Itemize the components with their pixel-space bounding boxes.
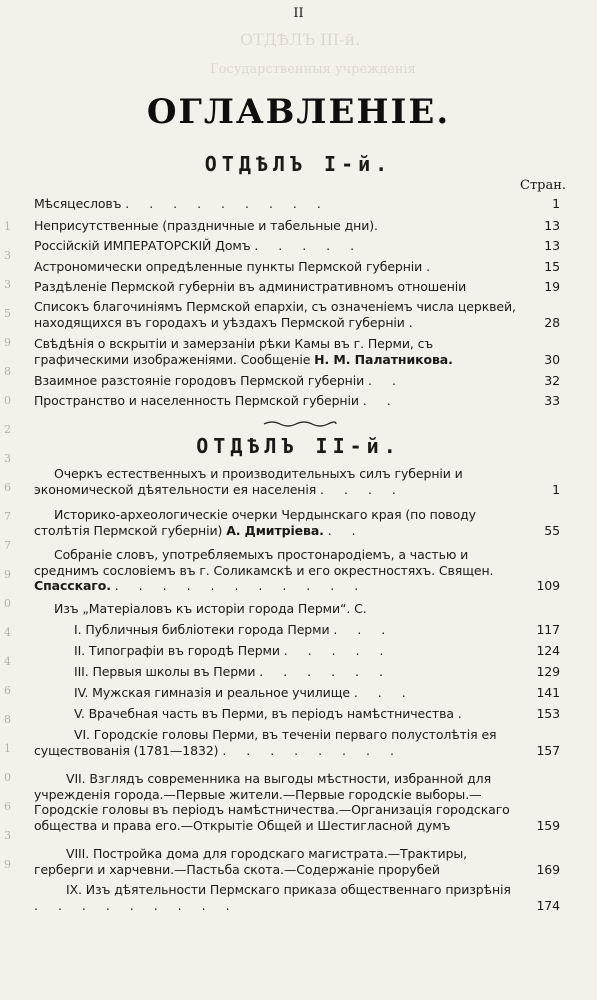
- margin-bleed-number: 6: [4, 684, 11, 697]
- margin-bleed-number: 3: [4, 278, 11, 291]
- toc-entry: II. Типографіи въ городѣ Перми . . . . . 124: [74, 643, 560, 658]
- margin-bleed-number: 8: [4, 713, 11, 726]
- left-margin-bleed-numbers: [0, 220, 30, 920]
- toc-entry: III. Первыя школы въ Перми . . . . . . 129: [74, 664, 560, 679]
- section-heading-1: ОТДѢЛЪ I-й.: [204, 152, 393, 176]
- section-divider-ornament: [262, 420, 338, 428]
- toc-entry: VIII. Постройка дома для городскаго магистрата.—Трактиры, герберги и харчевни.—Пастьба скота.—Содержаніе прорубей 169: [34, 846, 560, 877]
- toc-entry: IX. Изъ дѣятельности Пермскаго приказа общественнаго призрѣнія . . . . . . . . . 174: [34, 882, 560, 913]
- margin-bleed-number: 9: [4, 568, 11, 581]
- margin-bleed-number: 6: [4, 800, 11, 813]
- toc-entry: Историко-археологическіе очерки Чердынскаго края (по поводу столѣтія Пермской губерніи) А. Дмитріева. . . 55: [34, 507, 560, 538]
- toc-entry: Очеркъ естественныхъ и производительныхъ силъ губерніи и экономической дѣятельности ея населенія . . . . 1: [34, 466, 560, 497]
- margin-bleed-number: 7: [4, 539, 11, 552]
- toc-entry: Раздѣленіе Пермской губерніи въ административномъ отношеніи 19: [34, 279, 560, 294]
- margin-bleed-number: 3: [4, 249, 11, 262]
- page-number: II: [293, 6, 304, 21]
- margin-bleed-number: 4: [4, 626, 11, 639]
- toc-entry: V. Врачебная часть въ Перми, въ періодъ намѣстничества . 153: [74, 706, 560, 721]
- toc-entry: Взаимное разстояніе городовъ Пермской губерніи . . 32: [34, 373, 560, 388]
- margin-bleed-number: 0: [4, 394, 11, 407]
- bleed-through-heading: ОТДѢЛЪ III-й.: [240, 30, 361, 49]
- margin-bleed-number: 2: [4, 423, 11, 436]
- margin-bleed-number: 4: [4, 655, 11, 668]
- toc-entry: VII. Взглядъ современника на выгоды мѣстности, избранной для учрежденія города.—Первые жители.—Первые городскіе выборы.—Городскіе головы въ періодъ намѣстничества.—Организація городскаго общества и права его.—Открытіе Общей и Шестигласной думъ 159: [34, 771, 560, 833]
- margin-bleed-number: 8: [4, 365, 11, 378]
- margin-bleed-number: 1: [4, 220, 11, 233]
- toc-entry: Мѣсяцесловъ . . . . . . . . . 1: [34, 196, 560, 211]
- margin-bleed-number: 1: [4, 742, 11, 755]
- toc-entry: IV. Мужская гимназія и реальное училище . . . 141: [74, 685, 560, 700]
- margin-bleed-number: 9: [4, 336, 11, 349]
- toc-entry: Собраніе словъ, употребляемыхъ простонародіемъ, а частью и среднимъ сословіемъ въ г. Соликамскѣ и его окрестностяхъ. Священ. Спасскаго. . . . . . . . . . . . 109: [34, 547, 560, 593]
- margin-bleed-number: 3: [4, 829, 11, 842]
- section-heading-2: ОТДѢЛЪ II-й.: [196, 434, 401, 458]
- margin-bleed-number: 0: [4, 771, 11, 784]
- margin-bleed-number: 9: [4, 858, 11, 871]
- toc-entry: Свѣдѣнія о вскрытіи и замерзаніи рѣки Камы въ г. Перми, съ графическими изображеніями. Сообщеніе Н. М. Палатникова. 30: [34, 336, 560, 367]
- margin-bleed-number: 6: [4, 481, 11, 494]
- page-title: ОГЛАВЛЕНІЕ.: [146, 92, 451, 132]
- margin-bleed-number: 7: [4, 510, 11, 523]
- toc-entry: Астрономически опредѣленные пункты Пермской губерніи . 15: [34, 259, 560, 274]
- page-column-header: Стран.: [520, 178, 567, 193]
- toc-entry: Списокъ благочиніямъ Пермской епархіи, съ означеніемъ числа церквей, находящихся въ городахъ и уѣздахъ Пермской губерніи . 28: [34, 299, 560, 330]
- bleed-through-line: Государственныя учрежденія: [210, 62, 416, 77]
- margin-bleed-number: 5: [4, 307, 11, 320]
- toc-entry: Россійскій ИМПЕРАТОРСКІЙ Домъ . . . . . 13: [34, 238, 560, 253]
- toc-entry: Неприсутственные (праздничные и табельные дни). 13: [34, 218, 560, 233]
- toc-entry: VI. Городскіе головы Перми, въ теченіи перваго полустолѣтія ея существованія (1781—1832) . . . . . . . . 157: [34, 727, 560, 758]
- toc-entry: Изъ „Матеріаловъ къ исторіи города Перми“. С.: [54, 601, 367, 616]
- margin-bleed-number: 0: [4, 597, 11, 610]
- toc-entry: Пространство и населенность Пермской губерніи . . 33: [34, 393, 560, 408]
- margin-bleed-number: 3: [4, 452, 11, 465]
- toc-entry: I. Публичныя библіотеки города Перми . . . 117: [74, 622, 560, 637]
